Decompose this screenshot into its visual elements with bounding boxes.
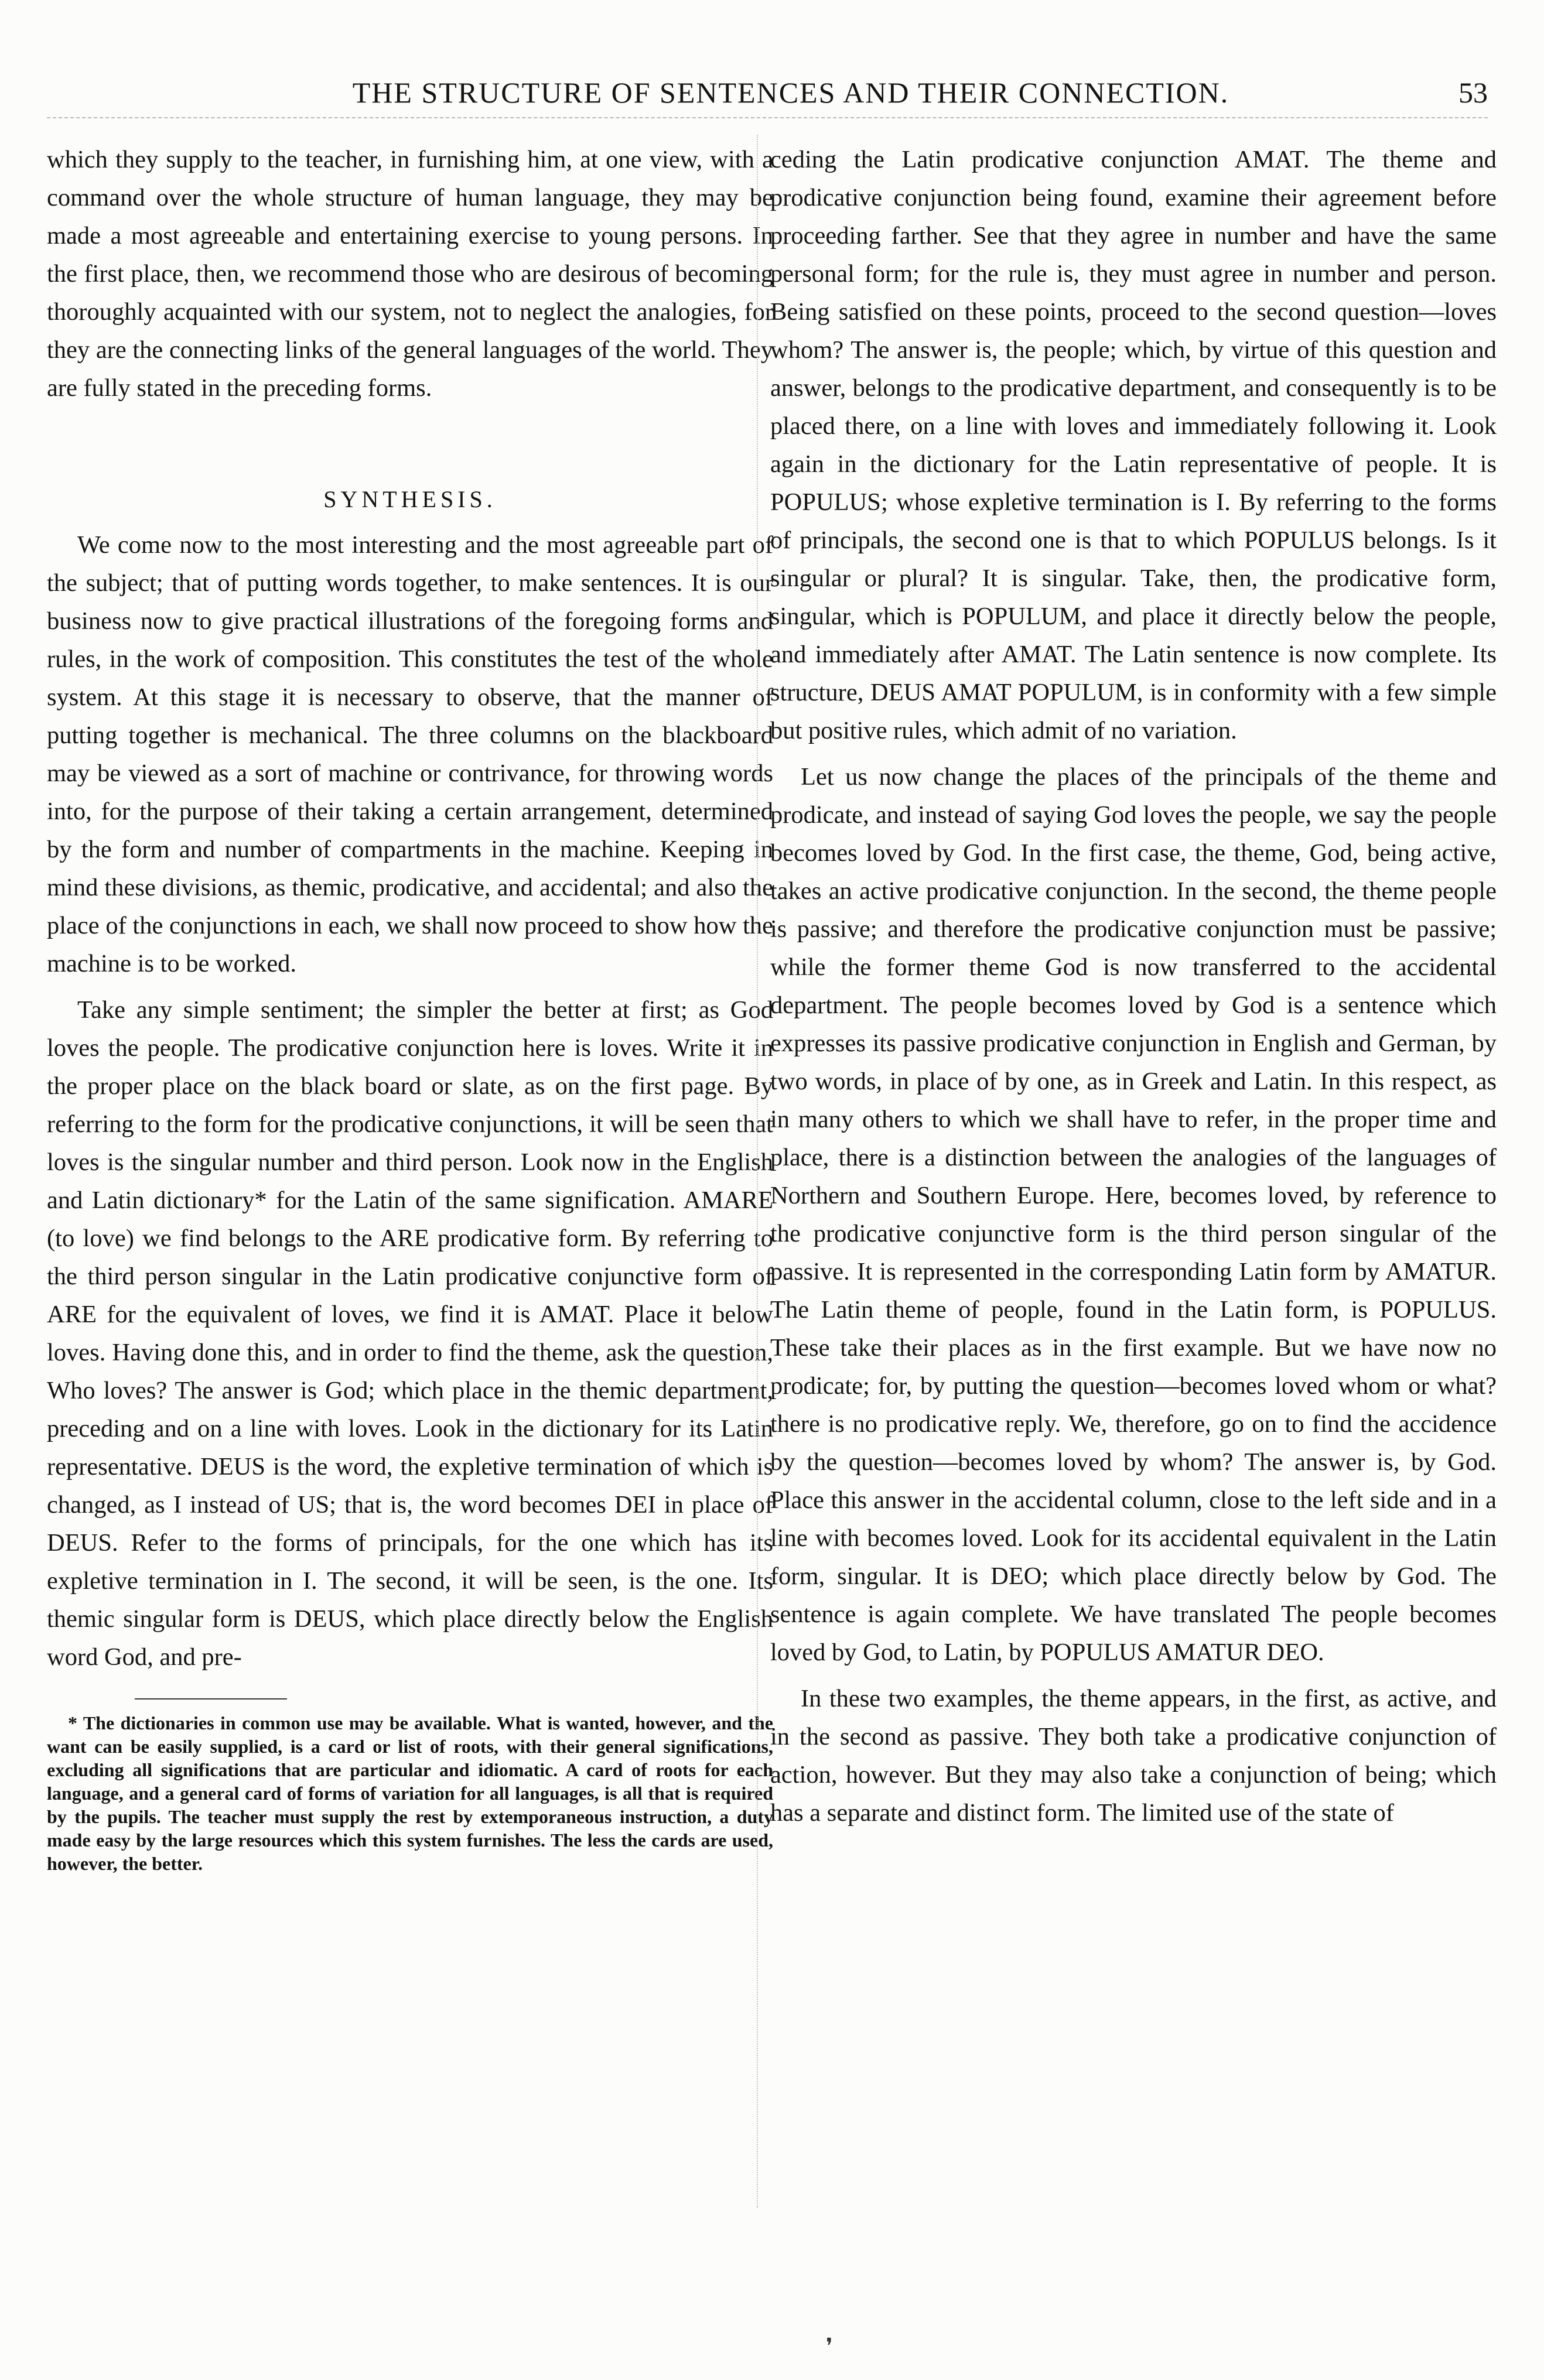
right-paragraph-1: ceding the Latin prodicative conjunction AMAT. The theme and prodicative conjunction being found, examine their agreement before proceeding farther. See that they agree in number and have the same personal form; for the rule is, they must agree in number and person. Being satisfied on these points, proceed to the second question—loves whom? The answer is, the people; which, by virtue of this question and answer, belongs to the prodicative department, and consequently is to be placed there, on a line with loves and immediately following it. Look again in the dictionary for the Latin representative of people. It is POPULUS; whose expletive termination is I. By referring to the forms of principals, the second one is that to which POPULUS belongs. Is it singular or plural? It is singular. Take, then, the prodicative form, singular, which is POPULUM, and place it directly below the people, and immediately after AMAT. The Latin sentence is now complete. Its structure, DEUS AMAT POPULUM, is in conformity with a few simple but positive rules, which admit of no variation. <box>770 146 1497 744</box>
left-paragraph-3: Take any simple sentiment; the simpler the better at first; as God loves the people. The prodicative conjunction here is loves. Write it in the proper place on the black board or slate, as on the first page. By referring to the form for the prodicative conjunctions, it will be seen that loves is the singular number and third person. Look now in the English and Latin dictionary* for the Latin of the same signification. AMARE (to love) we find belongs to the ARE prodicative form. By referring to the third person singular in the Latin prodicative conjunctive form of ARE for the equivalent of loves, we find it is AMAT. Place it below loves. Having done this, and in order to find the theme, ask the question, Who loves? The answer is God; which place in the themic department, preceding and on a line with loves. Look in the dictionary for its Latin representative. DEUS is the word, the expletive termination of which is changed, as I instead of US; that is, the word becomes DEI in place of DEUS. Refer to the forms of principals, for the one which has its expletive termination in I. The second, it will be seen, is the one. Its themic singular form is DEUS, which place directly below the English word God, and pre- <box>47 996 773 1671</box>
right-column <box>770 141 1497 1840</box>
left-paragraph-1: which they supply to the teacher, in furnishing him, at one view, with a command over the whole structure of human language, they may be made a most agreeable and entertaining exercise to young persons. In the first place, then, we recommend those who are desirous of becoming thoroughly acquainted with our system, not to neglect the analogies, for they are the connecting links of the general languages of the world. They are fully stated in the preceding forms. <box>47 146 773 402</box>
footnote-rule <box>135 1698 287 1699</box>
left-paragraph-2: We come now to the most interesting and the most agreeable part of the subject; that of putting words together, to make sentences. It is our business now to give practical illustrations of the foregoing forms and rules, in the work of composition. This constitutes the test of the whole system. At this stage it is necessary to observe, that the manner of putting together is mechanical. The three columns on the blackboard may be viewed as a sort of machine or contrivance, for throwing words into, for the purpose of their taking a certain arrangement, determined by the form and number of compartments in the machine. Keeping in mind these divisions, as themic, prodicative, and accidental; and also the place of the conjunctions in each, we shall now proceed to show how the machine is to be worked. <box>47 531 773 977</box>
right-paragraph-3: In these two examples, the theme appears, in the first, as active, and in the second as passive. They both take a prodicative conjunction of action, however. But they may also take a conjunction of being; which has a separate and distinct form. The limited use of the state of <box>770 1685 1497 1827</box>
column-divider <box>757 135 758 2208</box>
header-rule <box>47 117 1488 118</box>
running-head: THE STRUCTURE OF SENTENCES AND THEIR CONNECTION. <box>352 76 1229 109</box>
left-column <box>47 141 773 1875</box>
section-heading: SYNTHESIS. <box>323 486 497 512</box>
right-paragraph-2: Let us now change the places of the principals of the theme and prodicate, and instead of saying God loves the people, we say the people becomes loved by God. In the first case, the theme, God, being active, takes an active prodicative conjunction. In the second, the theme people is passive; and therefore the prodicative conjunction must be passive; while the former theme God is now transferred to the accidental department. The people becomes loved by God is a sentence which expresses its passive prodicative conjunction in English and German, by two words, in place of by one, as in Greek and Latin. In this respect, as in many others to which we shall have to refer, in the proper time and place, there is a distinction between the analogies of the languages of Northern and Southern Europe. Here, becomes loved, by reference to the prodicative conjunctive form is the third person singular of the passive. It is represented in the corresponding Latin form by AMATUR. The Latin theme of people, found in the Latin form, is POPULUS. These take their places as in the first example. But we have now no prodicate; for, by putting the question—becomes loved whom or what? there is no prodicative reply. We, therefore, go on to find the accidence by the question—becomes loved by whom? The answer is, by God. Place this answer in the accidental column, close to the left side and in a line with becomes loved. Look for its accidental equivalent in the Latin form, singular. It is DEO; which place directly below by God. The sentence is again complete. We have translated The people becomes loved by God, to Latin, by POPULUS AMATUR DEO. <box>770 763 1497 1666</box>
footnote: * The dictionaries in common use may be available. What is wanted, however, and the want can be easily supplied, is a card or list of roots, with their general significations, excluding all significations that are particular and idiomatic. A card of roots for each language, and a general card of forms of variation for all languages, is all that is required by the pupils. The teacher must supply the rest by extemporaneous instruction, a duty made easy by the large resources which this system furnishes. The less the cards are used, however, the better. <box>47 1712 773 1874</box>
page-number: 53 <box>1458 76 1488 109</box>
ink-mark: ❜ <box>826 2334 833 2358</box>
